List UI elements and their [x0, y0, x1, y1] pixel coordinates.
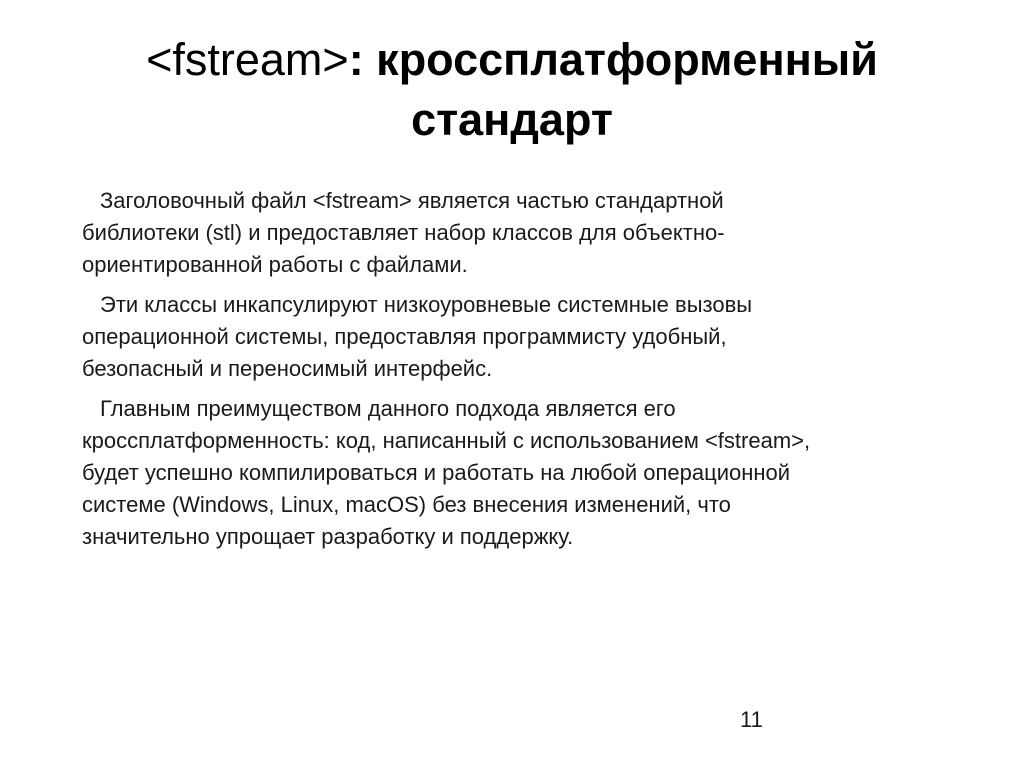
- paragraph-3-line-4: системе (Windows, Linux, macOS) без внесения изменений, что: [82, 492, 731, 517]
- paragraph-3-line-3: будет успешно компилироваться и работать на любой операционной: [82, 460, 791, 485]
- paragraph-2-line-1: Эти классы инкапсулируют низкоуровневые системные вызовы: [100, 292, 753, 317]
- paragraph-2-line-3: безопасный и переносимый интерфейс.: [82, 356, 493, 381]
- title-rest-line1: : кроссплатформенный: [348, 34, 878, 85]
- paragraph-2-line-2: операционной системы, предоставляя программисту удобный,: [82, 324, 727, 349]
- paragraph-3: [82, 393, 962, 553]
- paragraph-2: [82, 289, 962, 385]
- paragraph-1-line-2: библиотеки (stl) и предоставляет набор классов для объектно-: [82, 220, 725, 245]
- paragraph-3-line-1: Главным преимуществом данного подхода является его: [100, 396, 676, 421]
- title-rest-line2: стандарт: [411, 94, 613, 145]
- paragraph-3-line-2: кроссплатформенность: код, написанный с использованием <fstream>,: [82, 428, 811, 453]
- paragraph-1-line-1: Заголовочный файл <fstream> является частью стандартной: [100, 188, 724, 213]
- paragraph-3-line-5: значительно упрощает разработку и поддержку.: [82, 524, 574, 549]
- slide-title: [40, 30, 984, 150]
- title-prefix: <fstream>: [146, 34, 349, 85]
- slide-body: [82, 185, 962, 561]
- page-number: 11: [740, 707, 763, 732]
- paragraph-1-line-3: ориентированной работы с файлами.: [82, 252, 468, 277]
- paragraph-1: [82, 185, 962, 281]
